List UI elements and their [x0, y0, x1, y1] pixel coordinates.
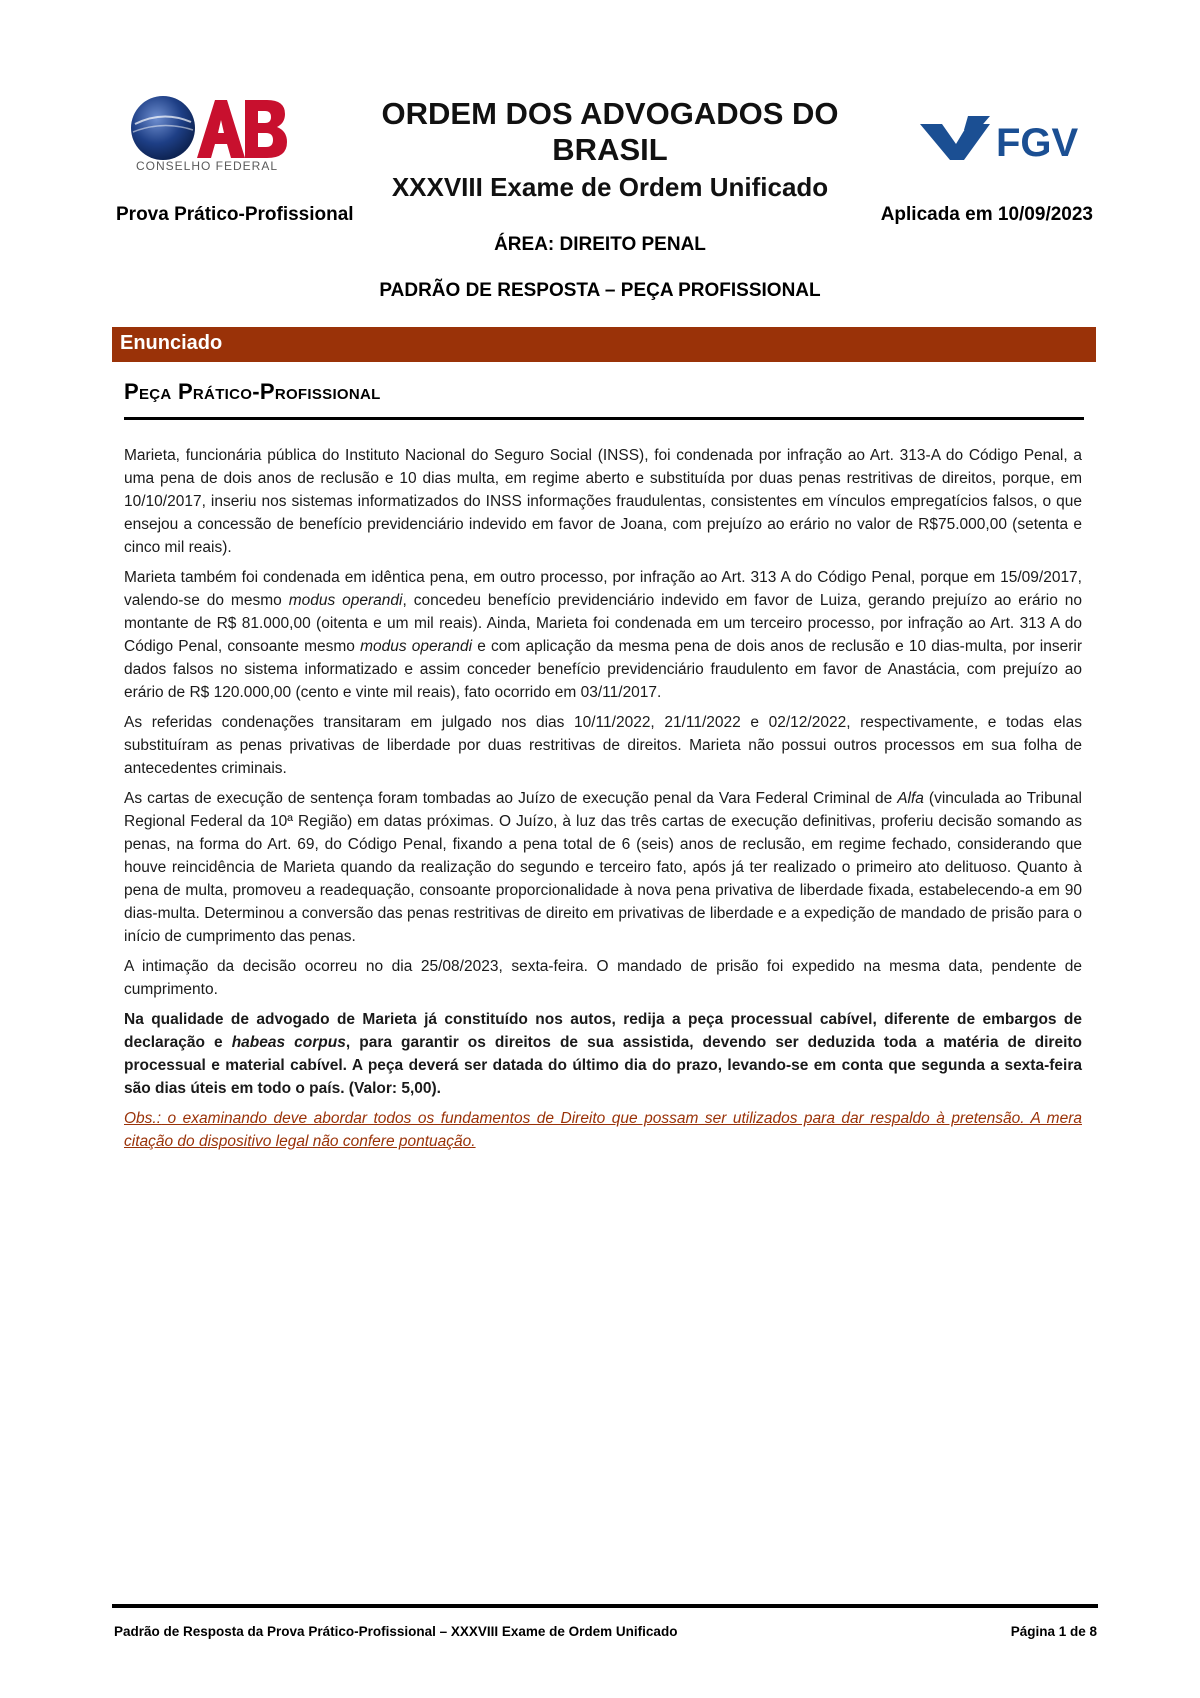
exam-title: XXXVIII Exame de Ordem Unificado: [391, 172, 829, 203]
paragraph-4: As cartas de execução de sentença foram tombadas ao Juízo de execução penal da Vara Federal Criminal de Alfa (vinculada ao Tribunal Regional Federal da 10ª Região) em datas próximas. O Juízo, à luz das três cartas de execução definitivas, proferiu decisão somando as penas, na forma do Art. 69, do Código Penal, fixando a pena total de 6 (seis) anos de reclusão, em regime fechado, considerando que houve reincidência de Marieta quando da realização do segundo e terceiro fato, após já ter realizado o primeiro ato delituoso. Quanto à pena de multa, promoveu a readequação, consoante proporcionalidade à nova pena privativa de liberdade fixada, estabelecendo-a em 90 dias-multa. Determinou a conversão das penas restritivas de direito em privativas de liberdade e a expedição de mandado de prisão para o início de cumprimento das penas.: [124, 790, 1082, 945]
section-heading: Peça Prático-Profissional: [124, 379, 381, 404]
paragraph-3: As referidas condenações transitaram em julgado nos dias 10/11/2022, 21/11/2022 e 02/12/2022, respectivamente, e todas elas substituíram as penas privativas de liberdade por duas restritivas de direitos. Marieta não possui outros processos em sua folha de antecedentes criminais.: [124, 714, 1082, 777]
oab-logo-caption: CONSELHO FEDERAL: [135, 159, 279, 173]
footer-title: Padrão de Resposta da Prova Prático-Profissional – XXXVIII Exame de Ordem Unificado: [114, 1624, 678, 1639]
prova-label: Prova Prático-Profissional: [116, 204, 354, 225]
heading-rule: [124, 417, 1084, 420]
fgv-logo-text: FGV: [996, 121, 1079, 164]
prova-row: [116, 204, 1093, 230]
footer-rule: [112, 1604, 1098, 1608]
area-title: ÁREA: DIREITO PENAL: [494, 234, 706, 255]
paragraph-instructions: Na qualidade de advogado de Marieta já constituído nos autos, redija a peça processual cabível, diferente de embargos de declaração e habeas corpus, para garantir os direitos de sua assistida, devendo ser deduzida toda a matéria de direito processual e material cabível. A peça deverá ser datada do último dia do prazo, levando-se em conta que segunda a sexta-feira são dias úteis em todo o país. (Valor: 5,00).: [124, 1011, 1082, 1097]
org-title: ORDEM DOS ADVOGADOS DO BRASIL: [381, 96, 839, 167]
paragraph-2: Marieta também foi condenada em idêntica pena, em outro processo, por infração ao Art. 313 A do Código Penal, porque em 15/09/2017, valendo-se do mesmo modus operandi, concedeu benefício previdenciário indevido em favor de Luiza, gerando prejuízo ao erário no montante de R$ 81.000,00 (oitenta e um mil reais). Ainda, Marieta foi condenada em um terceiro processo, por infração ao Art. 313 A do Código Penal, consoante mesmo modus operandi e com aplicação da mesma pena de dois anos de reclusão e 10 dias-multa, por inserir dados falsos no sistema informatizado e assim conceder benefício previdenciário fraudulento em favor de Anastácia, com prejuízo ao erário de R$ 120.000,00 (cento e vinte mil reais), fato ocorrido em 03/11/2017.: [124, 569, 1082, 701]
fgv-logo-icon: [920, 114, 1100, 164]
page-number: Página 1 de 8: [1010, 1624, 1097, 1639]
section-bar-enunciado: Enunciado: [112, 327, 1096, 362]
paragraph-1: Marieta, funcionária pública do Instituto Nacional do Seguro Social (INSS), foi condenada por infração ao Art. 313-A do Código Penal, a uma pena de dois anos de reclusão e 10 dias multa, em regime aberto e substituída por duas penas restritivas de direitos, porque, em 10/10/2017, inseriu nos sistemas informatizados do INSS informações fraudulentas, consistentes em vínculos empregatícios falsos, o que ensejou a concessão de benefício previdenciário indevido em favor de Joana, com prejuízo ao erário no valor de R$75.000,00 (setenta e cinco mil reais).: [124, 447, 1082, 556]
aplicada-date: Aplicada em 10/09/2023: [880, 204, 1093, 225]
statement-body: [124, 444, 1082, 1160]
header-title-block: [320, 96, 900, 204]
observation-note: Obs.: o examinando deve abordar todos os fundamentos de Direito que possam ser utilizados para dar respaldo à pretensão. A mera citação do dispositivo legal não confere pontuação.: [124, 1110, 1082, 1150]
paragraph-5: A intimação da decisão ocorreu no dia 25/08/2023, sexta-feira. O mandado de prisão foi expedido na mesma data, pendente de cumprimento.: [124, 958, 1082, 998]
page-header: [0, 0, 1200, 301]
padrao-title: PADRÃO DE RESPOSTA – PEÇA PROFISSIONAL: [379, 280, 821, 301]
